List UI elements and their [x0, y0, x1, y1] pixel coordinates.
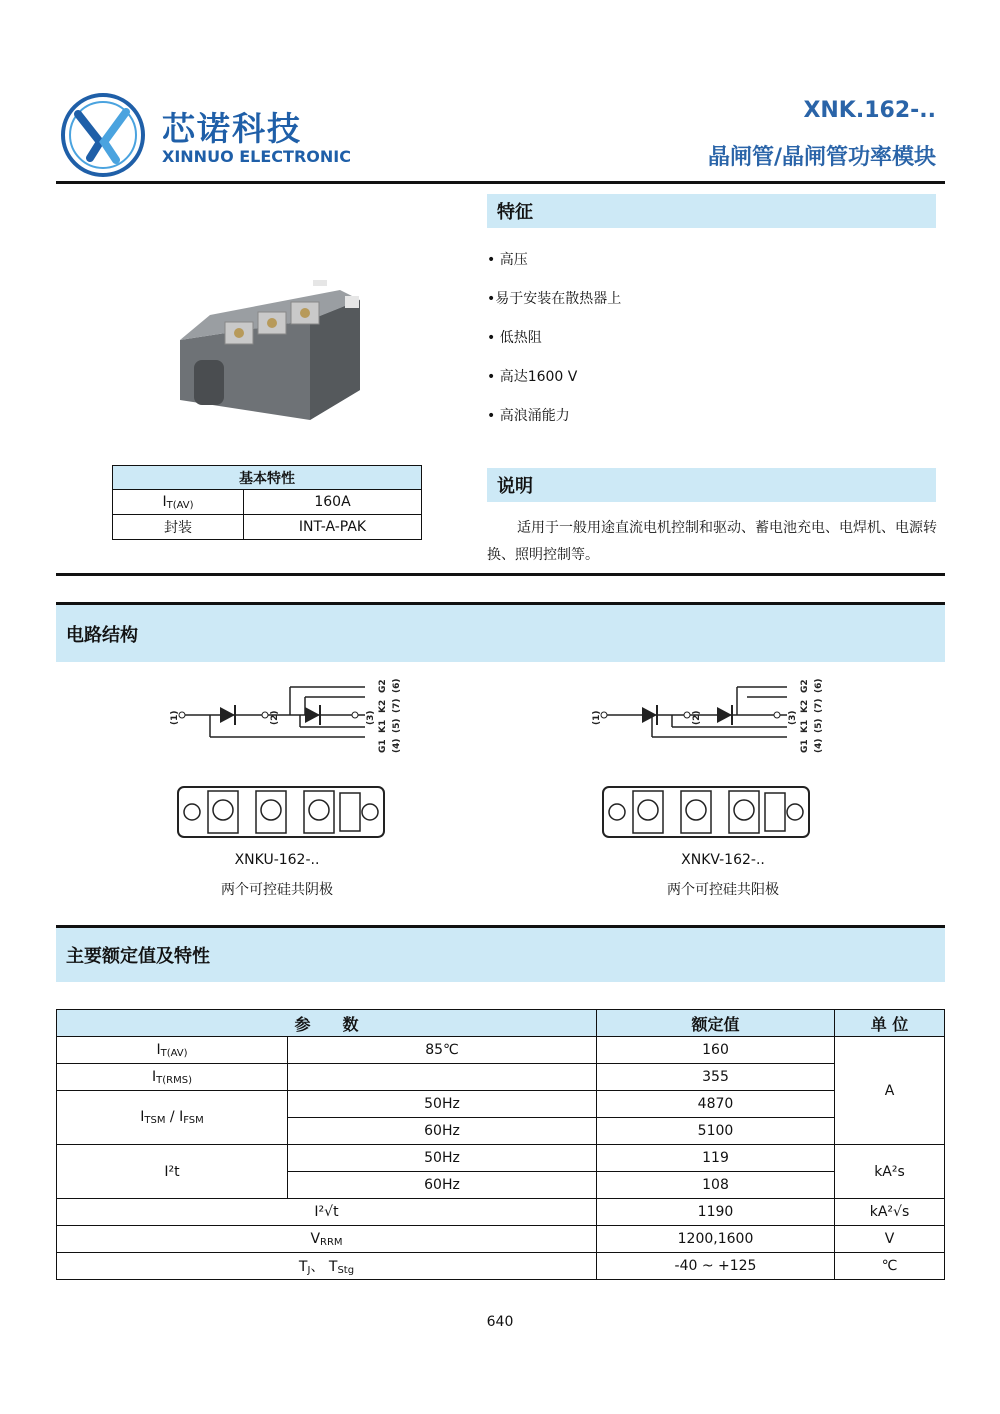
table-row: [57, 1199, 945, 1226]
table-row: [57, 1037, 945, 1064]
param-value: 4870: [597, 1091, 835, 1118]
param-unit: V: [835, 1226, 945, 1253]
pin-label: (2): [270, 710, 280, 725]
pin-label: (3): [366, 710, 376, 725]
param-value: 160: [597, 1037, 835, 1064]
terminal-label: G1: [800, 739, 810, 753]
param-condition: 60Hz: [288, 1172, 597, 1199]
circuit-header: 电路结构: [56, 605, 945, 662]
description-header: 说明: [487, 468, 936, 502]
pin-label: (6): [392, 678, 402, 693]
param-symbol: $I_{T(RMS)}$: [57, 1064, 288, 1091]
section-divider: [56, 573, 945, 576]
schematic-common-anode: [587, 675, 832, 755]
feature-item: • 高压: [487, 252, 528, 268]
basic-table-title: 基本特性: [113, 466, 422, 490]
param-symbol: $I_{TSM} / I_{FSM}$: [57, 1091, 288, 1145]
pin-label: (2): [692, 710, 702, 725]
table-row: [57, 1091, 945, 1118]
feature-item: • 高浪涌能力: [487, 408, 570, 424]
table-row: [57, 1253, 945, 1280]
table-row: [57, 1226, 945, 1253]
pin-label: (5): [814, 718, 824, 733]
param-condition: 60Hz: [288, 1118, 597, 1145]
terminal-label: K2: [378, 699, 388, 713]
param-symbol: I²√t: [57, 1199, 597, 1226]
param-symbol: $T_J$、 $T_{Stg}$: [57, 1253, 597, 1280]
basic-value: 160A: [244, 490, 422, 515]
basic-value: INT-A-PAK: [244, 515, 422, 540]
brand-name-cn: 芯诺科技: [162, 109, 302, 148]
param-value: 1190: [597, 1199, 835, 1226]
param-condition: [288, 1064, 597, 1091]
param-condition: 50Hz: [288, 1145, 597, 1172]
pin-label: (1): [592, 710, 602, 725]
param-unit: kA²s: [835, 1145, 945, 1199]
basic-label: $I_{T(AV)}$: [113, 490, 244, 515]
pin-label: (5): [392, 718, 402, 733]
param-unit: kA²√s: [835, 1199, 945, 1226]
terminal-label: K1: [378, 719, 388, 733]
product-type: 晶闸管/晶闸管功率模块: [707, 145, 936, 170]
param-condition: 50Hz: [288, 1091, 597, 1118]
param-condition: 85℃: [288, 1037, 597, 1064]
table-row: [57, 1064, 945, 1091]
pin-label: (7): [392, 698, 402, 713]
features-header: 特征: [487, 194, 936, 228]
terminal-label: K1: [800, 719, 810, 733]
col-value: 额定值: [597, 1010, 835, 1037]
param-value: -40 ~ +125: [597, 1253, 835, 1280]
ratings-table: [56, 1009, 945, 1280]
param-value: 1200,1600: [597, 1226, 835, 1253]
pin-label: (7): [814, 698, 824, 713]
circuit-left-model: XNKU-162-..: [234, 852, 320, 868]
param-symbol: $V_{RRM}$: [57, 1226, 597, 1253]
pin-label: (3): [788, 710, 798, 725]
circuit-left-desc: 两个可控硅共阴极: [221, 882, 333, 898]
package-top-view-left: [170, 783, 392, 841]
feature-item: • 高达1600 V: [487, 369, 578, 385]
basic-characteristics-table: [112, 465, 422, 540]
param-symbol: I²t: [57, 1145, 288, 1199]
param-value: 355: [597, 1064, 835, 1091]
col-param: 参 数: [57, 1010, 597, 1037]
param-value: 5100: [597, 1118, 835, 1145]
ratings-header: 主要额定值及特性: [56, 928, 945, 982]
terminal-label: G2: [800, 679, 810, 693]
terminal-label: G2: [378, 679, 388, 693]
param-unit: A: [835, 1037, 945, 1145]
feature-item: • 低热阻: [487, 330, 542, 346]
circuit-right-desc: 两个可控硅共阳极: [667, 882, 779, 898]
description-text: 适用于一般用途直流电机控制和驱动、蓄电池充电、电焊机、电源转换、照明控制等。: [487, 520, 937, 563]
param-value: 108: [597, 1172, 835, 1199]
param-value: 119: [597, 1145, 835, 1172]
table-row: [57, 1145, 945, 1172]
feature-item: •易于安装在散热器上: [487, 291, 622, 307]
pin-label: (4): [392, 738, 402, 753]
pin-label: (6): [814, 678, 824, 693]
package-top-view-right: [595, 783, 817, 841]
pin-label: (1): [170, 710, 180, 725]
terminal-label: K2: [800, 699, 810, 713]
brand-name-en: XINNUO ELECTRONIC: [162, 147, 351, 166]
page-number: 640: [486, 1314, 514, 1330]
schematic-common-cathode: [165, 675, 410, 755]
basic-label: 封装: [113, 515, 244, 540]
model-number: XNK.162-..: [803, 98, 936, 123]
module-photo: [170, 280, 370, 430]
param-symbol: $I_{T(AV)}$: [57, 1037, 288, 1064]
header-divider: [56, 181, 945, 184]
company-logo: [60, 92, 146, 178]
param-unit: ℃: [835, 1253, 945, 1280]
col-unit: 单 位: [835, 1010, 945, 1037]
pin-label: (4): [814, 738, 824, 753]
circuit-right-model: XNKV-162-..: [681, 852, 765, 868]
terminal-label: G1: [378, 739, 388, 753]
